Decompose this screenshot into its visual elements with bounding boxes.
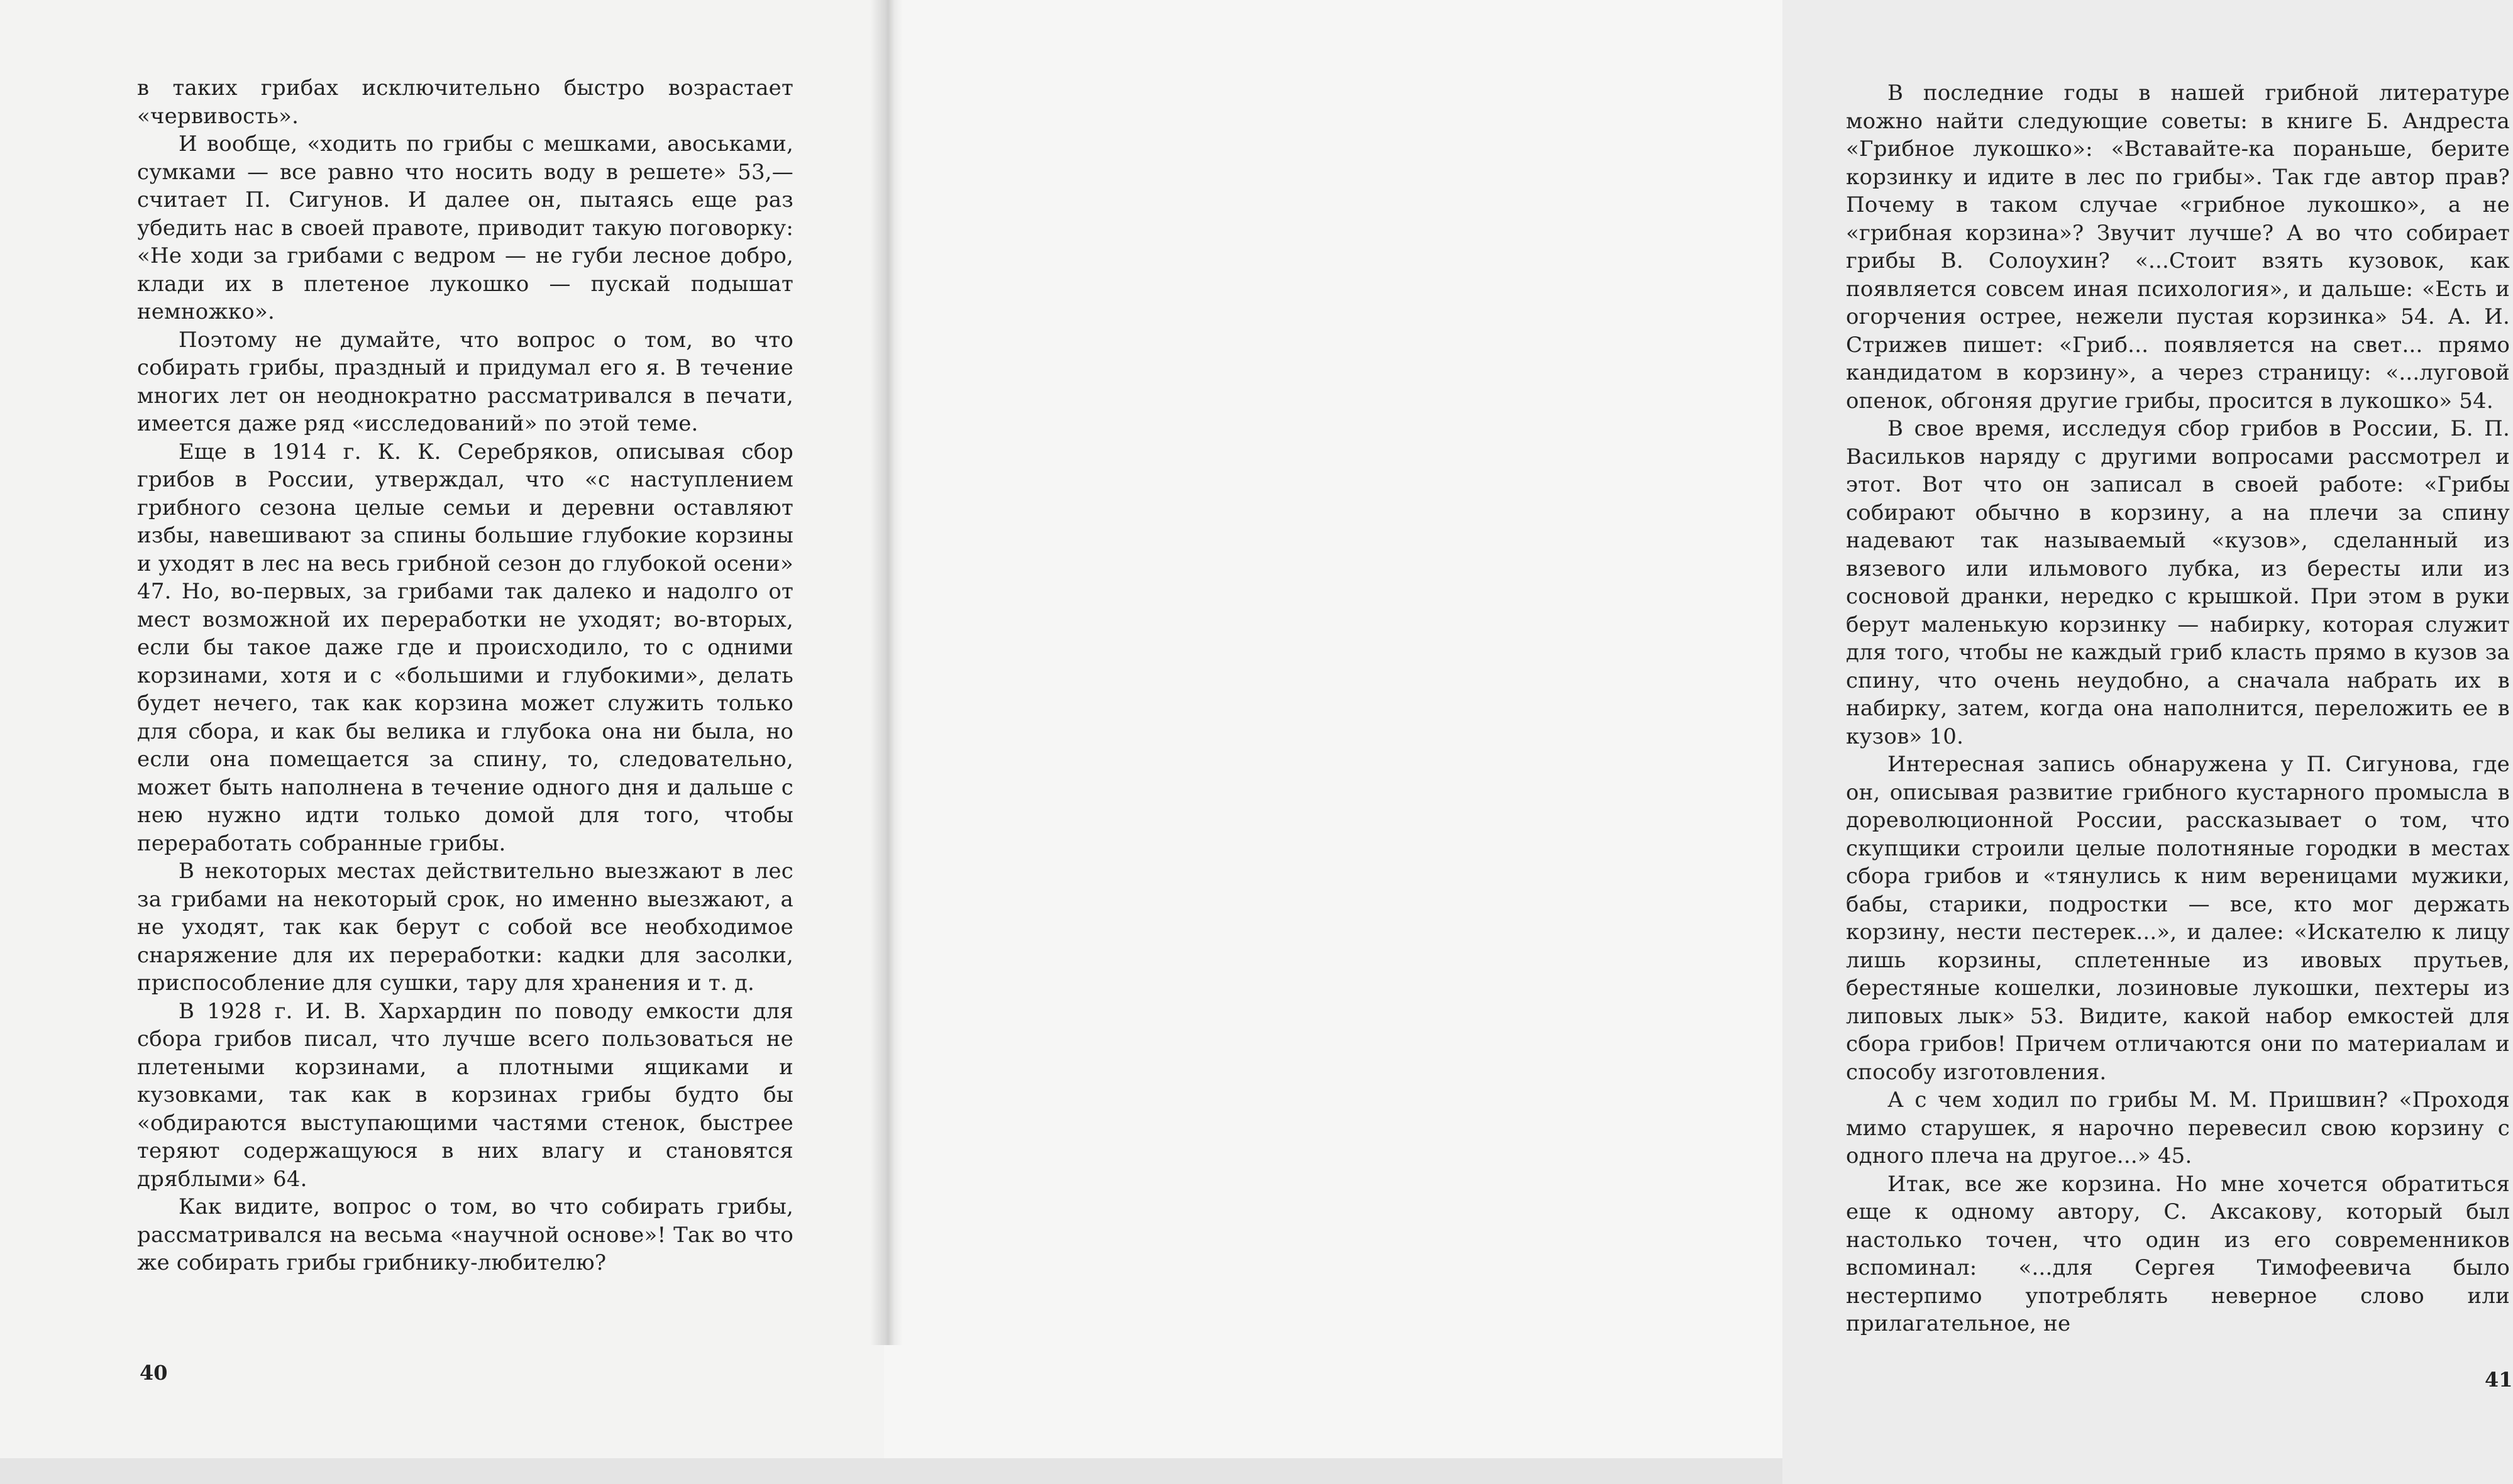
paragraph: Поэтому не думайте, что вопрос о том, во что собирать грибы, праздный и придумал его я. В течение многих лет он неоднократно рассматривался в печати, имеется даже ряд «исследований» по этой теме. <box>137 327 793 436</box>
paragraph: В 1928 г. И. В. Хархардин по поводу емкости для сбора грибов писал, что лучше всего пользоваться не плетеными корзинами, а плотными ящиками и кузовками, так как в корзинах грибы будто бы «обдираются выступающими частями стенок, быстрее теряют содержащуюся в них влагу и становятся дряблыми» 64. <box>137 998 793 1192</box>
page-number-left: 40 <box>140 1361 168 1385</box>
paragraph: Еще в 1914 г. К. К. Серебряков, описывая сбор грибов в России, утверждал, что «с наступлением грибного сезона целые семьи и деревни оставляют избы, навешивают за спины большие глубокие корзины и уходят в лес на весь грибной сезон до глубокой осени» 47. Но, во-первых, за грибами так далеко и надолго от мест возможной их переработки не уходят; во-вторых, если бы такое даже где и происходило, то с одними корзинами, хотя и с «большими и глубокими», делать будет нечего, так как корзина может служить только для сбора, и как бы велика и глубока она ни была, но если она помещается за спину, то, следовательно, может быть наполнена в течение одного дня и дальше с нею нужно идти только домой для того, чтобы переработать собранные грибы. <box>137 439 793 856</box>
paragraph: В некоторых местах действительно выезжают в лес за грибами на некоторый срок, но именно выезжают, а не уходят, так как берут с собой все необходимое снаряжение для их переработки: кадки для засолки, приспособление для сушки, тару для хранения и т. д. <box>137 859 793 996</box>
right-page <box>884 0 2513 1484</box>
right-page-text <box>1846 79 2510 1338</box>
paragraph: Как видите, вопрос о том, во что собирать грибы, рассматривался на весьма «научной основе»! Так во что же собирать грибы грибнику-любителю? <box>137 1194 793 1275</box>
paragraph: Итак, все же корзина. Но мне хочется обратиться еще к одному автору, С. Аксакову, который был настолько точен, что один из его современников вспоминал: «...для Сергея Тимофеевича было нестерпимо употреблять неверное слово или прилагательное, не <box>1846 1171 2510 1336</box>
scan-margin <box>0 1458 1782 1484</box>
book-gutter <box>870 0 903 1345</box>
paragraph: И вообще, «ходить по грибы с мешками, авоськами, сумками — все равно что носить воду в решете» 53,— считает П. Сигунов. И далее он, пытаясь еще раз убедить нас в своей правоте, приводит такую поговорку: «Не ходи за грибами с ведром — не губи лесное добро, клади их в плетеное лукошко — пускай подышат немножко». <box>137 131 793 324</box>
left-page <box>0 0 884 1484</box>
paragraph: в таких грибах исключительно быстро возрастает «червивость». <box>137 75 793 129</box>
paragraph: Интересная запись обнаружена у П. Сигунова, где он, описывая развитие грибного кустарного промысла в дореволюционной России, рассказывает о том, что скупщики строили целые полотняные городки в местах сбора грибов и «тянулись к ним вереницами мужики, бабы, старики, подростки — все, кто мог держать корзину, нести пестерек...», и далее: «Искателю к лицу лишь корзины, сплетенные из ивовых прутьев, берестяные кошелки, лозиновые лукошки, пехтеры из липовых лык» 53. Видите, какой набор емкостей для сбора грибов! Причем отличаются они по материалам и способу изготовления. <box>1846 752 2510 1085</box>
page-number-right: 41 <box>2485 1368 2513 1392</box>
paragraph: В свое время, исследуя сбор грибов в России, Б. П. Васильков наряду с другими вопросами рассмотрел и этот. Вот что он записал в своей работе: «Грибы собирают обычно в корзину, а на плечи за спину надевают так называемый «кузов», сделанный из вязевого или ильмового лубка, из бересты или из сосновой дранки, нередко с крышкой. При этом в руки берут маленькую корзинку — набирку, которая служит для того, чтобы не каждый гриб класть прямо в кузов за спину, что очень неудобно, а сначала набрать их в набирку, затем, когда она наполнится, переложить ее в кузов» 10. <box>1846 416 2510 749</box>
paragraph: В последние годы в нашей грибной литературе можно найти следующие советы: в книге Б. Андреста «Грибное лукошко»: «Вставайте-ка пораньше, берите корзинку и идите в лес по грибы». Так где автор прав? Почему в таком случае «грибное лукошко», а не «грибная корзина»? Звучит лучше? А во что собирает грибы В. Солоухин? «...Стоит взять кузовок, как появляется совсем иная психология», и дальше: «Есть и огорчения острее, нежели пустая корзинка» 54. А. И. Стрижев пишет: «Гриб... появляется на свет... прямо кандидатом в корзину», а через страницу: «...луговой опенок, обгоняя другие грибы, просится в лукошко» 54. <box>1846 80 2510 414</box>
paragraph: А с чем ходил по грибы М. М. Пришвин? «Проходя мимо старушек, я нарочно перевесил свою корзину с одного плеча на другое...» 45. <box>1846 1087 2510 1168</box>
left-page-text <box>137 74 793 1277</box>
